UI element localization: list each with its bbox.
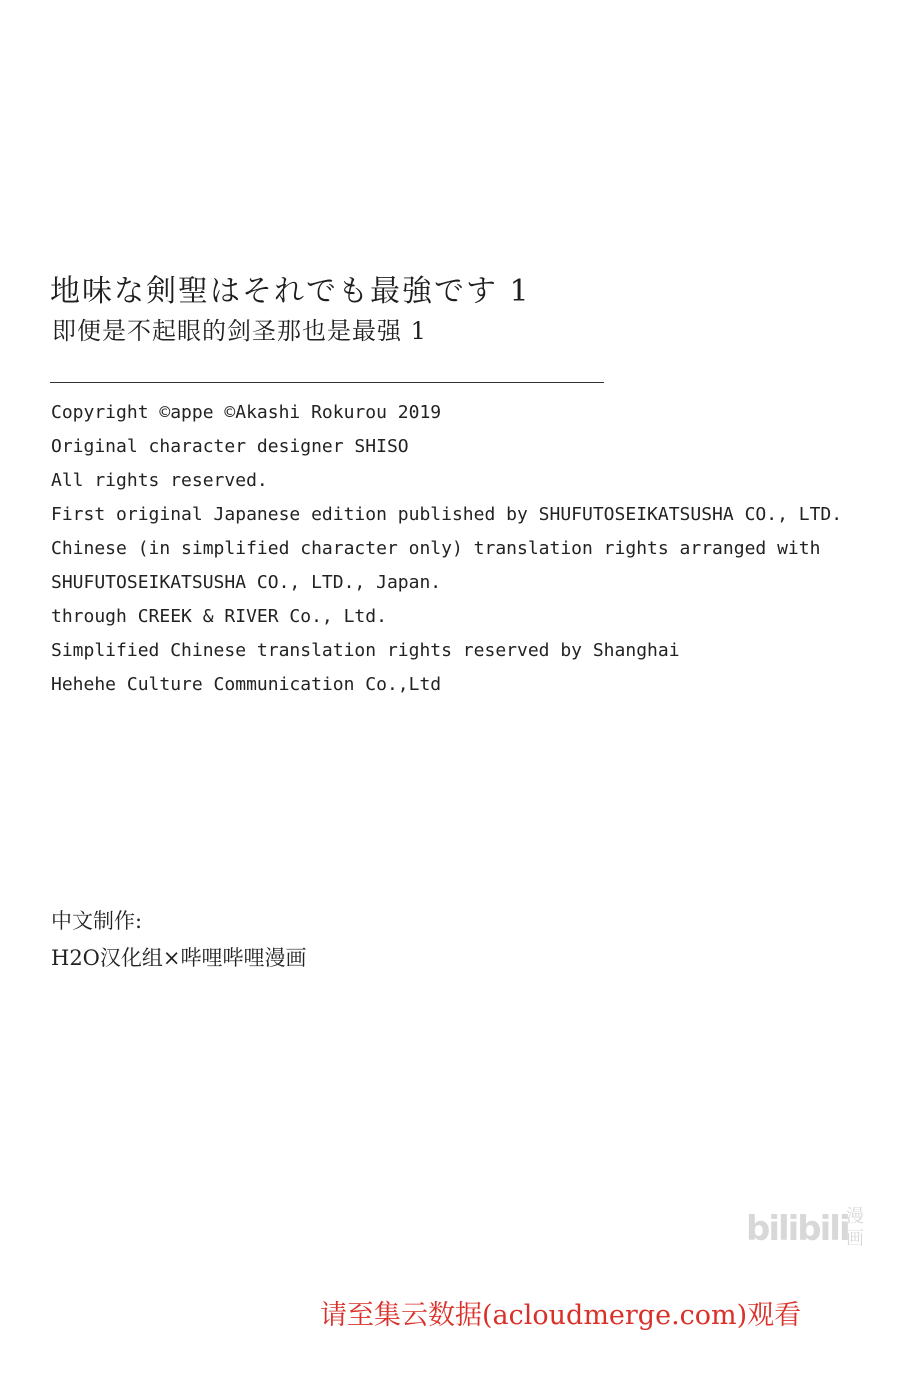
bilibili-watermark-logo xyxy=(746,1200,871,1252)
watermark-suffix-char-1: 漫 xyxy=(846,1206,864,1227)
watermark-suffix-char-2: 画 xyxy=(846,1228,864,1249)
credit-line: Hehehe Culture Communication Co.,Ltd xyxy=(51,674,442,695)
credit-line: SHUFUTOSEIKATSUSHA CO., LTD., Japan. xyxy=(51,572,442,593)
production-team: H2O汉化组×哔哩哔哩漫画 xyxy=(51,946,307,970)
chinese-title: 即便是不起眼的剑圣那也是最强 1 xyxy=(52,317,427,345)
credit-line: through CREEK & RIVER Co., Ltd. xyxy=(51,606,387,627)
production-label: 中文制作: xyxy=(51,909,143,933)
watermark-logo-text: bilibili xyxy=(746,1209,849,1249)
credit-line: Chinese (in simplified character only) translation rights arranged with xyxy=(51,538,821,559)
bilibili-logo-icon xyxy=(746,1200,871,1252)
divider-line xyxy=(50,382,604,383)
credit-line: Original character designer SHISO xyxy=(51,436,409,457)
credit-line: First original Japanese edition published by SHUFUTOSEIKATSUSHA CO., LTD. xyxy=(51,504,843,525)
source-notice: 请至集云数据(acloudmerge.com)观看 xyxy=(320,1300,802,1331)
credit-line: Simplified Chinese translation rights reserved by Shanghai xyxy=(51,640,680,661)
copyright-credits xyxy=(51,396,842,702)
credit-line: All rights reserved. xyxy=(51,470,268,491)
japanese-title: 地味な剣聖はそれでも最強です 1 xyxy=(50,274,531,309)
credit-line: Copyright ©appe ©Akashi Rokurou 2019 xyxy=(51,402,442,423)
